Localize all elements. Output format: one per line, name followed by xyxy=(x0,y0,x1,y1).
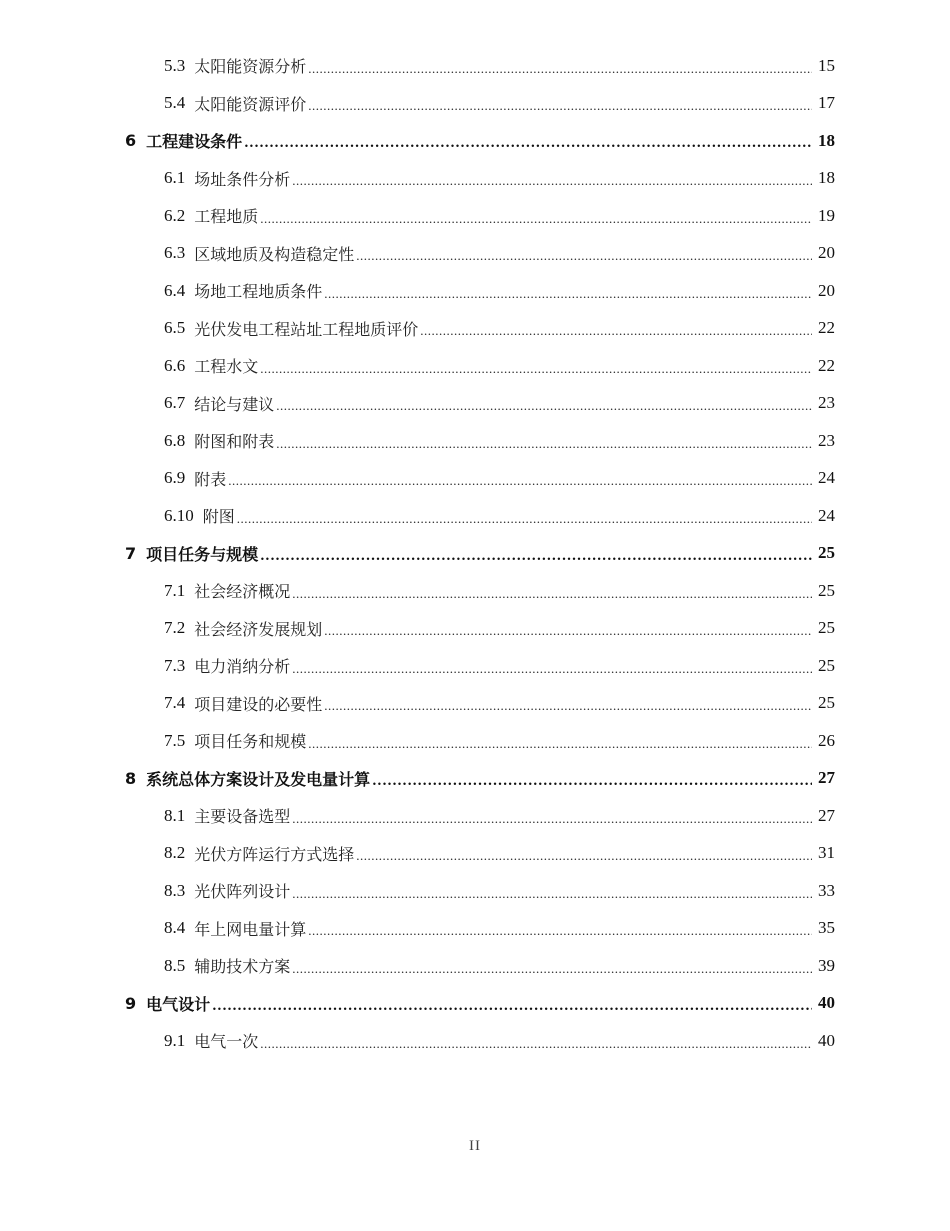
entry-page: 25 xyxy=(818,580,835,600)
dot-leader xyxy=(244,136,812,151)
entry-title: 区域地质及构造稳定性 xyxy=(194,244,355,264)
dot-leader xyxy=(260,361,812,377)
dot-leader xyxy=(260,549,812,564)
toc-entry-8-2[interactable] xyxy=(0,835,950,872)
entry-page: 25 xyxy=(818,693,835,712)
entry-title: 电力消纳分析 xyxy=(194,657,291,676)
entry-title: 场地工程地质条件 xyxy=(194,282,323,301)
toc-chapter-9[interactable] xyxy=(0,985,950,1022)
entry-number: 8.1 xyxy=(164,805,186,825)
entry-page: 20 xyxy=(818,280,835,300)
toc-entry-8-5[interactable] xyxy=(0,947,950,984)
entry-page: 22 xyxy=(818,318,835,337)
entry-page: 39 xyxy=(818,955,835,975)
chapter-number: 7 xyxy=(125,543,137,563)
entry-number: 6.6 xyxy=(164,355,186,375)
toc-chapter-6[interactable] xyxy=(0,122,950,159)
entry-page: 22 xyxy=(818,355,835,375)
dot-leader xyxy=(308,61,812,77)
toc-entry-9-1[interactable] xyxy=(0,1022,950,1059)
chapter-page: 25 xyxy=(818,543,835,562)
entry-page: 17 xyxy=(818,93,835,112)
entry-page: 25 xyxy=(818,618,835,637)
chapter-title: 工程建设条件 xyxy=(146,132,243,151)
dot-leader xyxy=(237,511,812,527)
chapter-number: 6 xyxy=(125,131,137,150)
entry-number: 9.1 xyxy=(164,1030,186,1050)
chapter-title: 电气设计 xyxy=(146,994,211,1014)
toc-entry-7-2[interactable] xyxy=(0,610,950,647)
dot-leader xyxy=(356,248,812,264)
entry-page: 24 xyxy=(818,505,835,525)
entry-page: 25 xyxy=(818,655,835,675)
entry-number: 6.2 xyxy=(164,205,186,225)
dot-leader xyxy=(292,586,812,602)
toc-chapter-8[interactable] xyxy=(0,760,950,797)
entry-title: 附表 xyxy=(194,469,227,489)
toc-entry-8-3[interactable] xyxy=(0,872,950,909)
entry-title: 附图 xyxy=(202,507,235,526)
entry-number: 6.8 xyxy=(164,430,186,450)
entry-page: 31 xyxy=(818,843,835,862)
dot-leader xyxy=(292,961,812,977)
entry-title: 光伏方阵运行方式选择 xyxy=(194,844,355,864)
entry-number: 7.3 xyxy=(164,655,186,675)
entry-title: 工程地质 xyxy=(194,207,259,226)
toc-entry-6-1[interactable] xyxy=(0,160,950,197)
entry-page: 26 xyxy=(818,730,835,750)
toc-entry-8-1[interactable] xyxy=(0,797,950,834)
entry-number: 7.1 xyxy=(164,580,186,600)
toc-entry-6-2[interactable] xyxy=(0,197,950,234)
entry-title: 辅助技术方案 xyxy=(194,957,291,976)
toc-entry-7-4[interactable] xyxy=(0,685,950,722)
dot-leader xyxy=(292,661,812,677)
chapter-page: 27 xyxy=(818,768,835,787)
entry-title: 工程水文 xyxy=(194,357,259,376)
dot-leader xyxy=(324,623,812,639)
entry-page: 24 xyxy=(818,468,835,487)
entry-number: 6.7 xyxy=(164,393,186,412)
entry-page: 35 xyxy=(818,918,835,937)
entry-title: 光伏阵列设计 xyxy=(194,882,291,901)
entry-title: 太阳能资源评价 xyxy=(194,94,307,114)
toc-entry-6-6[interactable] xyxy=(0,347,950,384)
toc-entry-7-1[interactable] xyxy=(0,572,950,609)
entry-page: 23 xyxy=(818,430,835,450)
chapter-number: 8 xyxy=(125,768,137,788)
entry-number: 7.2 xyxy=(164,618,186,637)
toc-entry-5-4[interactable] xyxy=(0,85,950,122)
entry-page: 20 xyxy=(818,243,835,262)
dot-leader xyxy=(308,736,812,752)
toc-entry-6-10[interactable] xyxy=(0,497,950,534)
dot-leader xyxy=(308,98,812,114)
entry-number: 6.5 xyxy=(164,318,186,337)
dot-leader xyxy=(260,211,812,227)
entry-page: 27 xyxy=(818,805,835,825)
entry-title: 场址条件分析 xyxy=(194,169,291,189)
entry-number: 6.9 xyxy=(164,468,186,487)
dot-leader xyxy=(212,999,812,1014)
chapter-title: 项目任务与规模 xyxy=(146,544,259,564)
toc-entry-5-3[interactable] xyxy=(0,47,950,84)
dot-leader xyxy=(260,1036,812,1052)
entry-number: 8.3 xyxy=(164,880,186,900)
entry-number: 8.2 xyxy=(164,843,186,862)
chapter-number: 9 xyxy=(125,993,137,1013)
chapter-title: 系统总体方案设计及发电量计算 xyxy=(146,769,371,789)
entry-page: 15 xyxy=(818,55,835,75)
entry-number: 6.3 xyxy=(164,243,186,262)
toc-entry-7-3[interactable] xyxy=(0,647,950,684)
entry-title: 项目任务和规模 xyxy=(194,732,307,751)
entry-page: 33 xyxy=(818,880,835,900)
entry-page: 18 xyxy=(818,168,835,187)
toc-entry-6-8[interactable] xyxy=(0,422,950,459)
entry-title: 光伏发电工程站址工程地质评价 xyxy=(194,319,419,339)
page-number-footer: II xyxy=(469,1138,481,1154)
dot-leader xyxy=(276,398,812,414)
dot-leader xyxy=(308,923,812,939)
entry-number: 6.10 xyxy=(164,505,194,525)
toc-entry-8-4[interactable] xyxy=(0,910,950,947)
toc-entry-6-4[interactable] xyxy=(0,272,950,309)
dot-leader xyxy=(292,811,812,827)
dot-leader xyxy=(228,473,812,489)
dot-leader xyxy=(276,436,812,452)
entry-number: 8.5 xyxy=(164,955,186,975)
entry-page: 23 xyxy=(818,393,835,412)
entry-page: 40 xyxy=(818,1030,835,1050)
entry-number: 6.4 xyxy=(164,280,186,300)
entry-number: 5.3 xyxy=(164,55,186,75)
entry-title: 结论与建议 xyxy=(194,394,275,414)
entry-title: 电气一次 xyxy=(194,1032,259,1051)
chapter-page: 40 xyxy=(818,993,835,1012)
entry-title: 太阳能资源分析 xyxy=(194,57,307,76)
dot-leader xyxy=(292,173,812,189)
entry-title: 项目建设的必要性 xyxy=(194,694,323,714)
entry-number: 6.1 xyxy=(164,168,186,187)
toc-entry-6-3[interactable] xyxy=(0,235,950,272)
entry-number: 7.5 xyxy=(164,730,186,750)
toc-entry-7-5[interactable] xyxy=(0,722,950,759)
entry-title: 主要设备选型 xyxy=(194,807,291,826)
entry-title: 附图和附表 xyxy=(194,432,275,451)
entry-title: 年上网电量计算 xyxy=(194,919,307,939)
entry-title: 社会经济概况 xyxy=(194,582,291,601)
dot-leader xyxy=(372,774,812,789)
entry-number: 7.4 xyxy=(164,693,186,712)
chapter-page: 18 xyxy=(818,130,835,150)
dot-leader xyxy=(292,886,812,902)
entry-title: 社会经济发展规划 xyxy=(194,619,323,639)
dot-leader xyxy=(324,698,812,714)
toc-entry-6-5[interactable] xyxy=(0,310,950,347)
dot-leader xyxy=(356,848,812,864)
entry-number: 8.4 xyxy=(164,918,186,937)
toc-entry-6-7[interactable] xyxy=(0,385,950,422)
toc-chapter-7[interactable] xyxy=(0,535,950,572)
toc-entry-6-9[interactable] xyxy=(0,460,950,497)
dot-leader xyxy=(420,323,812,339)
dot-leader xyxy=(324,286,812,302)
entry-page: 19 xyxy=(818,205,835,225)
entry-number: 5.4 xyxy=(164,93,186,112)
